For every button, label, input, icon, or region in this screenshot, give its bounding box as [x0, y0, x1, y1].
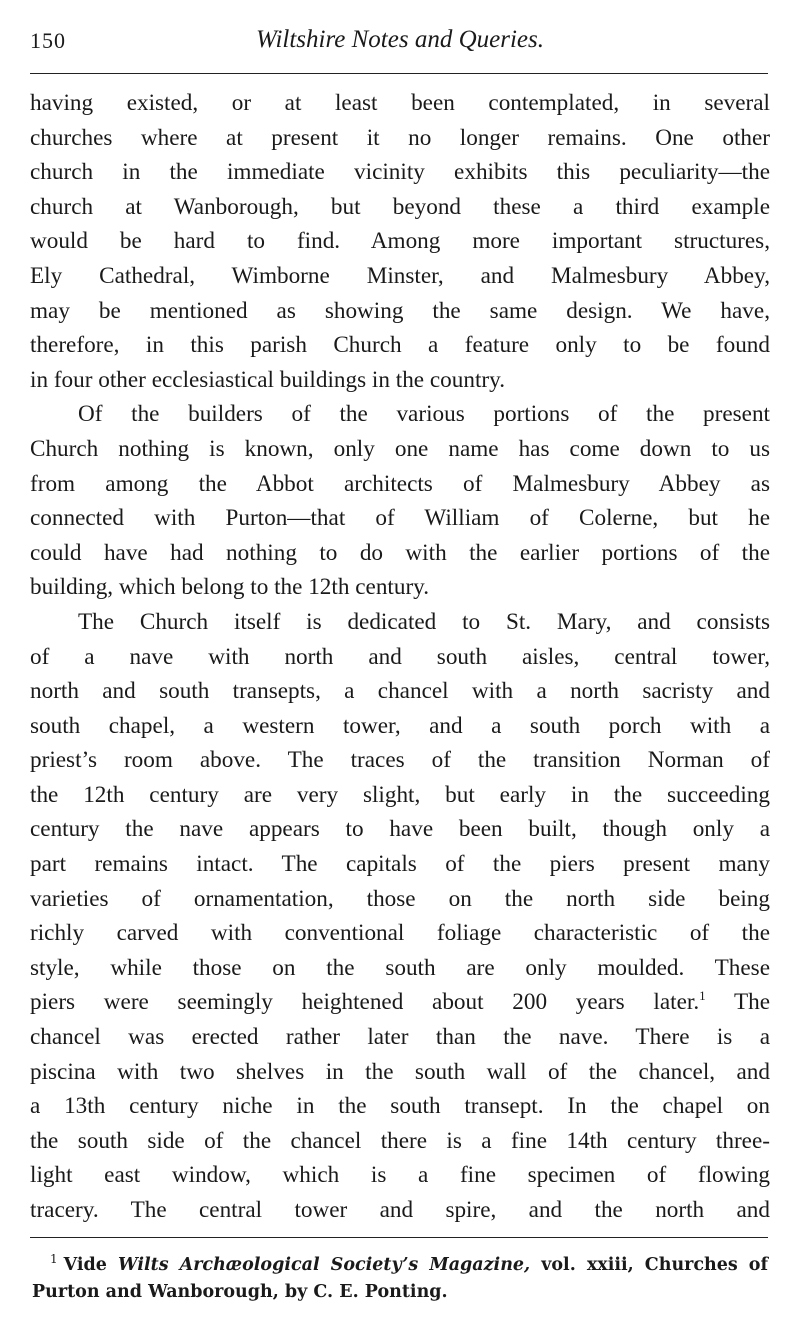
text-line: priest’s room above. The traces of the transition Norman of [30, 747, 770, 774]
text-line: from among the Abbot architects of Malmesbury Abbey as [30, 470, 770, 497]
text-line: varieties of ornamentation, those on the north side being [30, 885, 770, 912]
footnote-title: Wilts Archæological Society’s Magazine, [118, 1255, 531, 1275]
text-line: having existed, or at least been contemplated, in several [30, 90, 770, 116]
footnote-suffix: vol. xxiii, Churches of [541, 1255, 769, 1275]
line-text: piers were seemingly heightened about 200 years later. [30, 989, 700, 1016]
text-line: the south side of the chancel there is a fine 14th century three- [30, 1127, 770, 1154]
footnote-reference[interactable]: 1 [699, 988, 706, 1004]
footnote-marker: 1 [50, 1252, 58, 1266]
text-line: chancel was erected rather later than the nave. There is a [30, 1024, 770, 1051]
text-line: light east window, which is a fine specimen of flowing [30, 1162, 770, 1189]
text-line: church in the immediate vicinity exhibits this peculiarity—the [30, 159, 770, 186]
page-number: 150 [30, 28, 66, 53]
text-line: north and south transepts, a chancel with a north sacristy and [30, 678, 770, 705]
text-line: may be mentioned as showing the same design. We have, [30, 297, 770, 324]
text-line: part remains intact. The capitals of the piers present many [30, 851, 770, 878]
text-line: tracery. The central tower and spire, and the north and [30, 1197, 770, 1223]
paragraph-end-line: in four other ecclesiastical buildings in the country. [30, 366, 505, 393]
paragraph-start-line: Of the builders of the various portions of the present [78, 401, 770, 428]
text-line: century the nave appears to have been built, though only a [30, 816, 770, 843]
text-line: would be hard to find. Among more important structures, [30, 228, 770, 255]
footnote-rule [30, 1237, 768, 1238]
text-line: of a nave with north and south aisles, central tower, [30, 643, 770, 670]
text-line: style, while those on the south are only moulded. These [30, 954, 770, 981]
text-line: the 12th century are very slight, but early in the succeeding [30, 781, 770, 808]
paragraph-end-line: building, which belong to the 12th century. [30, 574, 430, 601]
header-rule [30, 73, 768, 74]
page-header [0, 24, 800, 64]
body-text [30, 86, 770, 1228]
footnote-line [32, 1252, 768, 1279]
text-line: Ely Cathedral, Wimborne Minster, and Malmesbury Abbey, [30, 262, 770, 289]
text-line: connected with Purton—that of William of Colerne, but he [30, 505, 770, 532]
text-line: a 13th century niche in the south transept. In the chapel on [30, 1093, 770, 1120]
footnote-line: Purton and Wanborough, by C. E. Ponting. [32, 1282, 448, 1302]
text-line: therefore, in this parish Church a feature only to be found [30, 332, 770, 359]
text-line: church at Wanborough, but beyond these a third example [30, 193, 770, 220]
line-tail: The [733, 989, 770, 1016]
text-line: south chapel, a western tower, and a south porch with a [30, 712, 770, 739]
running-title: Wiltshire Notes and Queries. [256, 26, 544, 53]
text-line: piscina with two shelves in the south wall of the chancel, and [30, 1058, 770, 1085]
text-line: could have had nothing to do with the earlier portions of the [30, 539, 770, 566]
footnote [32, 1252, 768, 1306]
paragraph-start-line: The Church itself is dedicated to St. Mary, and consists [78, 608, 770, 635]
text-line: churches where at present it no longer remains. One other [30, 124, 770, 151]
text-line: richly carved with conventional foliage characteristic of the [30, 920, 770, 947]
text-line: Church nothing is known, only one name has come down to us [30, 435, 770, 462]
footnote-prefix: Vide [63, 1255, 107, 1275]
footnote-ref-line [30, 985, 770, 1020]
